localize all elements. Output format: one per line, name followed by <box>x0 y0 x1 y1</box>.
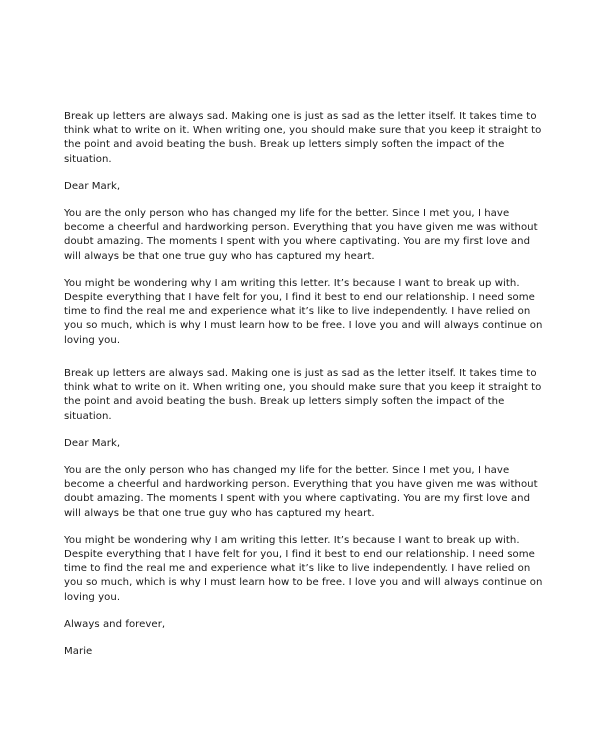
letter-paragraph: You are the only person who has changed my life for the better. Since I met you, I have become a cheerful and hardworking person. Everything that you have given me was without doubt amazing. The moments I spent with you where captivating. You are my first love and will always be that one true guy who has captured my heart. <box>64 208 538 262</box>
letter-paragraph: You are the only person who has changed my life for the better. Since I met you, I have become a cheerful and hardworking person. Everything that you have given me was without doubt amazing. The moments I spent with you where captivating. You are my first love and will always be that one true guy who has captured my heart. <box>64 465 538 519</box>
letter-paragraph: You might be wondering why I am writing this letter. It’s because I want to break up with. Despite everything that I have felt for you, I find it best to end our relationship. I need some time to find the real me and experience what it’s like to live independently. I have relied on you so much, which is why I must learn how to be free. I love you and will always continue on loving you. <box>64 277 543 346</box>
letter-signature: Marie <box>64 646 93 658</box>
letter-closing: Always and forever, <box>64 618 166 630</box>
letter-salutation: Dear Mark, <box>64 180 121 192</box>
letter-block-2 <box>64 367 544 672</box>
letter-paragraph: You might be wondering why I am writing this letter. It’s because I want to break up with. Despite everything that I have felt for you, I find it best to end our relationship. I need some time to find the real me and experience what it’s like to live independently. I have relied on you so much, which is why I must learn how to be free. I love you and will always continue on loving you. <box>64 534 543 603</box>
letter-block-1 <box>64 110 544 361</box>
letter-intro: Break up letters are always sad. Making one is just as sad as the letter itself. It takes time to think what to write on it. When writing one, you should make sure that you keep it straight to the point and avoid beating the bush. Break up letters simply soften the impact of the situation. <box>64 111 542 165</box>
letter-salutation: Dear Mark, <box>64 437 121 449</box>
letter-intro: Break up letters are always sad. Making one is just as sad as the letter itself. It takes time to think what to write on it. When writing one, you should make sure that you keep it straight to the point and avoid beating the bush. Break up letters simply soften the impact of the situation. <box>64 368 542 422</box>
